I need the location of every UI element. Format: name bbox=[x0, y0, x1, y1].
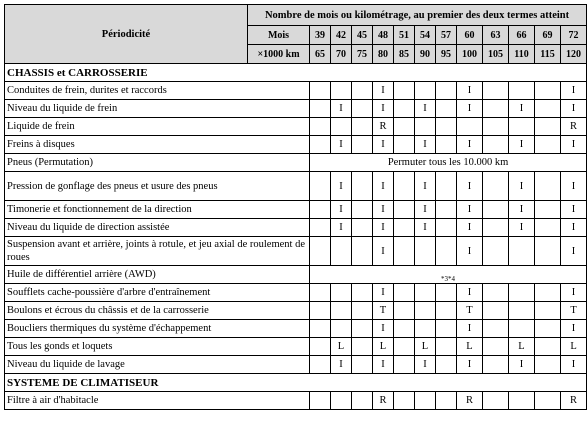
schedule-mark: R bbox=[373, 392, 394, 410]
schedule-mark bbox=[436, 320, 457, 338]
schedule-mark bbox=[436, 302, 457, 320]
schedule-mark: I bbox=[457, 284, 483, 302]
schedule-mark bbox=[535, 82, 561, 100]
schedule-mark bbox=[331, 302, 352, 320]
schedule-mark bbox=[509, 320, 535, 338]
section-title: SYSTEME DE CLIMATISEUR bbox=[5, 374, 587, 392]
schedule-mark bbox=[331, 82, 352, 100]
month-42: 42 bbox=[331, 26, 352, 45]
schedule-mark: I bbox=[331, 356, 352, 374]
schedule-mark bbox=[457, 118, 483, 136]
schedule-mark: I bbox=[415, 356, 436, 374]
item-label: Tous les gonds et loquets bbox=[5, 338, 310, 356]
schedule-mark bbox=[535, 100, 561, 118]
schedule-mark bbox=[310, 284, 331, 302]
schedule-mark bbox=[331, 118, 352, 136]
schedule-mark bbox=[310, 136, 331, 154]
schedule-mark: R bbox=[561, 118, 587, 136]
schedule-mark bbox=[310, 338, 331, 356]
schedule-mark: I bbox=[331, 219, 352, 237]
month-69: 69 bbox=[535, 26, 561, 45]
schedule-mark bbox=[331, 320, 352, 338]
schedule-mark: I bbox=[561, 284, 587, 302]
section-row bbox=[5, 64, 587, 82]
schedule-mark bbox=[352, 302, 373, 320]
schedule-mark: I bbox=[457, 201, 483, 219]
schedule-mark: T bbox=[457, 302, 483, 320]
schedule-mark: I bbox=[457, 82, 483, 100]
schedule-mark bbox=[352, 100, 373, 118]
table-row bbox=[5, 266, 587, 284]
periodicite-header: Périodicité bbox=[5, 5, 248, 64]
schedule-mark bbox=[483, 392, 509, 410]
km-120: 120 bbox=[561, 45, 587, 64]
schedule-mark bbox=[394, 320, 415, 338]
schedule-mark: I bbox=[373, 356, 394, 374]
schedule-mark: I bbox=[415, 100, 436, 118]
schedule-mark bbox=[436, 201, 457, 219]
item-label: Soufflets cache-poussière d'arbre d'entraînement bbox=[5, 284, 310, 302]
schedule-mark bbox=[509, 118, 535, 136]
schedule-mark bbox=[310, 219, 331, 237]
schedule-mark bbox=[436, 136, 457, 154]
schedule-mark: I bbox=[373, 219, 394, 237]
schedule-mark: T bbox=[561, 302, 587, 320]
section-title: CHASSIS et CARROSSERIE bbox=[5, 64, 587, 82]
schedule-mark: I bbox=[331, 172, 352, 201]
schedule-mark bbox=[310, 100, 331, 118]
schedule-mark: I bbox=[509, 219, 535, 237]
schedule-mark bbox=[310, 118, 331, 136]
schedule-mark: I bbox=[415, 136, 436, 154]
item-label: Timonerie et fonctionnement de la direction bbox=[5, 201, 310, 219]
schedule-mark: R bbox=[457, 392, 483, 410]
schedule-mark bbox=[483, 136, 509, 154]
schedule-mark: I bbox=[415, 172, 436, 201]
item-label: Suspension avant et arrière, joints à rotule, et jeu axial de roulement de roues bbox=[5, 237, 310, 266]
km-label: ×1000 km bbox=[248, 45, 310, 64]
schedule-mark bbox=[483, 100, 509, 118]
table-row bbox=[5, 118, 587, 136]
schedule-mark bbox=[509, 237, 535, 266]
schedule-mark bbox=[331, 392, 352, 410]
schedule-mark: I bbox=[373, 82, 394, 100]
schedule-mark bbox=[436, 82, 457, 100]
km-100: 100 bbox=[457, 45, 483, 64]
schedule-mark bbox=[352, 136, 373, 154]
schedule-mark: I bbox=[561, 356, 587, 374]
schedule-mark bbox=[352, 237, 373, 266]
schedule-mark bbox=[394, 302, 415, 320]
schedule-mark bbox=[535, 172, 561, 201]
table-row bbox=[5, 172, 587, 201]
km-110: 110 bbox=[509, 45, 535, 64]
month-54: 54 bbox=[415, 26, 436, 45]
schedule-mark bbox=[415, 118, 436, 136]
schedule-mark bbox=[352, 201, 373, 219]
table-row bbox=[5, 219, 587, 237]
schedule-mark bbox=[352, 219, 373, 237]
item-label: Niveau du liquide de lavage bbox=[5, 356, 310, 374]
schedule-mark bbox=[331, 284, 352, 302]
schedule-body bbox=[5, 5, 587, 410]
item-label: Conduites de frein, durites et raccords bbox=[5, 82, 310, 100]
table-row bbox=[5, 338, 587, 356]
table-row bbox=[5, 320, 587, 338]
interval-title: Nombre de mois ou kilométrage, au premier des deux termes atteint bbox=[248, 5, 587, 26]
schedule-mark bbox=[436, 219, 457, 237]
schedule-mark bbox=[535, 338, 561, 356]
month-60: 60 bbox=[457, 26, 483, 45]
schedule-mark bbox=[535, 136, 561, 154]
schedule-mark: I bbox=[373, 100, 394, 118]
schedule-mark bbox=[352, 392, 373, 410]
schedule-mark: I bbox=[415, 219, 436, 237]
schedule-mark: I bbox=[561, 237, 587, 266]
schedule-mark bbox=[436, 356, 457, 374]
month-51: 51 bbox=[394, 26, 415, 45]
schedule-mark bbox=[535, 237, 561, 266]
km-70: 70 bbox=[331, 45, 352, 64]
schedule-mark: I bbox=[373, 237, 394, 266]
schedule-mark bbox=[394, 172, 415, 201]
schedule-mark: I bbox=[457, 320, 483, 338]
table-row bbox=[5, 82, 587, 100]
months-label: Mois bbox=[248, 26, 310, 45]
schedule-mark bbox=[436, 338, 457, 356]
schedule-mark: I bbox=[457, 237, 483, 266]
schedule-mark bbox=[535, 302, 561, 320]
schedule-mark bbox=[509, 284, 535, 302]
schedule-mark bbox=[483, 356, 509, 374]
schedule-mark bbox=[436, 392, 457, 410]
item-label: Pression de gonflage des pneus et usure des pneus bbox=[5, 172, 310, 201]
schedule-mark: I bbox=[561, 172, 587, 201]
schedule-mark: I bbox=[457, 172, 483, 201]
item-label: Boulons et écrous du châssis et de la carrosserie bbox=[5, 302, 310, 320]
item-label: Liquide de frein bbox=[5, 118, 310, 136]
schedule-mark: I bbox=[509, 100, 535, 118]
schedule-mark bbox=[509, 302, 535, 320]
interval-note: Permuter tous les 10.000 km bbox=[310, 154, 587, 172]
schedule-mark bbox=[535, 392, 561, 410]
month-72: 72 bbox=[561, 26, 587, 45]
schedule-mark bbox=[331, 237, 352, 266]
schedule-mark bbox=[394, 82, 415, 100]
schedule-mark: I bbox=[561, 82, 587, 100]
item-label: Niveau du liquide de direction assistée bbox=[5, 219, 310, 237]
schedule-mark bbox=[436, 118, 457, 136]
schedule-mark: I bbox=[457, 100, 483, 118]
km-105: 105 bbox=[483, 45, 509, 64]
table-row bbox=[5, 136, 587, 154]
schedule-mark bbox=[394, 392, 415, 410]
schedule-mark bbox=[394, 338, 415, 356]
schedule-mark: L bbox=[373, 338, 394, 356]
schedule-mark: I bbox=[561, 201, 587, 219]
schedule-mark bbox=[310, 201, 331, 219]
schedule-mark bbox=[415, 392, 436, 410]
schedule-mark bbox=[352, 284, 373, 302]
schedule-mark bbox=[310, 82, 331, 100]
schedule-mark: L bbox=[331, 338, 352, 356]
schedule-mark bbox=[483, 201, 509, 219]
schedule-mark: I bbox=[373, 172, 394, 201]
item-label: Boucliers thermiques du système d'échappement bbox=[5, 320, 310, 338]
schedule-mark bbox=[483, 172, 509, 201]
schedule-mark bbox=[509, 392, 535, 410]
schedule-mark: I bbox=[373, 136, 394, 154]
schedule-mark: I bbox=[373, 201, 394, 219]
schedule-mark: I bbox=[415, 201, 436, 219]
schedule-mark: I bbox=[561, 320, 587, 338]
schedule-mark: L bbox=[457, 338, 483, 356]
schedule-mark bbox=[483, 284, 509, 302]
item-label: Niveau du liquide de frein bbox=[5, 100, 310, 118]
schedule-mark bbox=[352, 82, 373, 100]
schedule-mark bbox=[310, 392, 331, 410]
schedule-mark bbox=[436, 100, 457, 118]
schedule-mark: I bbox=[509, 201, 535, 219]
schedule-mark bbox=[535, 284, 561, 302]
schedule-mark bbox=[415, 302, 436, 320]
schedule-mark: I bbox=[509, 172, 535, 201]
schedule-mark bbox=[535, 320, 561, 338]
schedule-mark: I bbox=[457, 219, 483, 237]
schedule-mark bbox=[352, 320, 373, 338]
schedule-mark bbox=[535, 356, 561, 374]
item-label: Pneus (Permutation) bbox=[5, 154, 310, 172]
schedule-mark bbox=[352, 172, 373, 201]
month-48: 48 bbox=[373, 26, 394, 45]
schedule-mark bbox=[394, 118, 415, 136]
schedule-mark bbox=[483, 237, 509, 266]
schedule-mark: I bbox=[331, 136, 352, 154]
schedule-mark bbox=[483, 338, 509, 356]
schedule-mark bbox=[352, 338, 373, 356]
header-title-row bbox=[5, 5, 587, 26]
schedule-mark bbox=[394, 219, 415, 237]
schedule-mark bbox=[436, 172, 457, 201]
schedule-mark bbox=[310, 302, 331, 320]
km-80: 80 bbox=[373, 45, 394, 64]
schedule-mark: I bbox=[373, 320, 394, 338]
month-39: 39 bbox=[310, 26, 331, 45]
schedule-mark: T bbox=[373, 302, 394, 320]
schedule-mark bbox=[310, 237, 331, 266]
schedule-mark bbox=[310, 172, 331, 201]
schedule-mark: I bbox=[457, 136, 483, 154]
km-85: 85 bbox=[394, 45, 415, 64]
schedule-mark bbox=[535, 219, 561, 237]
month-45: 45 bbox=[352, 26, 373, 45]
table-row bbox=[5, 237, 587, 266]
schedule-mark bbox=[394, 201, 415, 219]
month-66: 66 bbox=[509, 26, 535, 45]
schedule-mark: I bbox=[331, 201, 352, 219]
item-label: Filtre à air d'habitacle bbox=[5, 392, 310, 410]
km-90: 90 bbox=[415, 45, 436, 64]
table-row bbox=[5, 284, 587, 302]
schedule-mark bbox=[394, 284, 415, 302]
section-row bbox=[5, 374, 587, 392]
schedule-mark: I bbox=[561, 219, 587, 237]
item-label: Freins à disques bbox=[5, 136, 310, 154]
schedule-mark bbox=[352, 356, 373, 374]
table-row bbox=[5, 356, 587, 374]
schedule-mark: L bbox=[509, 338, 535, 356]
table-row bbox=[5, 154, 587, 172]
schedule-mark: I bbox=[561, 100, 587, 118]
schedule-mark bbox=[535, 201, 561, 219]
schedule-mark bbox=[483, 320, 509, 338]
km-115: 115 bbox=[535, 45, 561, 64]
schedule-mark bbox=[509, 82, 535, 100]
schedule-mark bbox=[310, 356, 331, 374]
table-row bbox=[5, 100, 587, 118]
schedule-mark bbox=[483, 302, 509, 320]
table-row bbox=[5, 392, 587, 410]
schedule-mark bbox=[415, 82, 436, 100]
schedule-mark bbox=[436, 284, 457, 302]
table-row bbox=[5, 201, 587, 219]
schedule-mark bbox=[535, 118, 561, 136]
schedule-mark bbox=[415, 237, 436, 266]
month-57: 57 bbox=[436, 26, 457, 45]
schedule-mark: I bbox=[561, 136, 587, 154]
maintenance-schedule-table bbox=[4, 4, 587, 410]
schedule-mark: I bbox=[509, 136, 535, 154]
schedule-mark: R bbox=[373, 118, 394, 136]
schedule-mark: L bbox=[561, 338, 587, 356]
schedule-mark: I bbox=[373, 284, 394, 302]
month-63: 63 bbox=[483, 26, 509, 45]
km-65: 65 bbox=[310, 45, 331, 64]
table-row bbox=[5, 302, 587, 320]
schedule-mark bbox=[415, 284, 436, 302]
km-75: 75 bbox=[352, 45, 373, 64]
schedule-mark bbox=[483, 219, 509, 237]
schedule-mark bbox=[394, 136, 415, 154]
schedule-mark bbox=[483, 82, 509, 100]
km-95: 95 bbox=[436, 45, 457, 64]
schedule-mark bbox=[310, 320, 331, 338]
schedule-mark bbox=[394, 237, 415, 266]
schedule-mark bbox=[415, 320, 436, 338]
schedule-mark bbox=[352, 118, 373, 136]
footnote-marker: *3*4 bbox=[310, 266, 587, 284]
schedule-mark: I bbox=[509, 356, 535, 374]
schedule-mark: I bbox=[331, 100, 352, 118]
schedule-mark bbox=[394, 356, 415, 374]
schedule-mark bbox=[436, 237, 457, 266]
schedule-mark: L bbox=[415, 338, 436, 356]
item-label: Huile de différentiel arrière (AWD) bbox=[5, 266, 310, 284]
schedule-mark bbox=[394, 100, 415, 118]
schedule-mark bbox=[483, 118, 509, 136]
schedule-mark: R bbox=[561, 392, 587, 410]
schedule-mark: I bbox=[457, 356, 483, 374]
